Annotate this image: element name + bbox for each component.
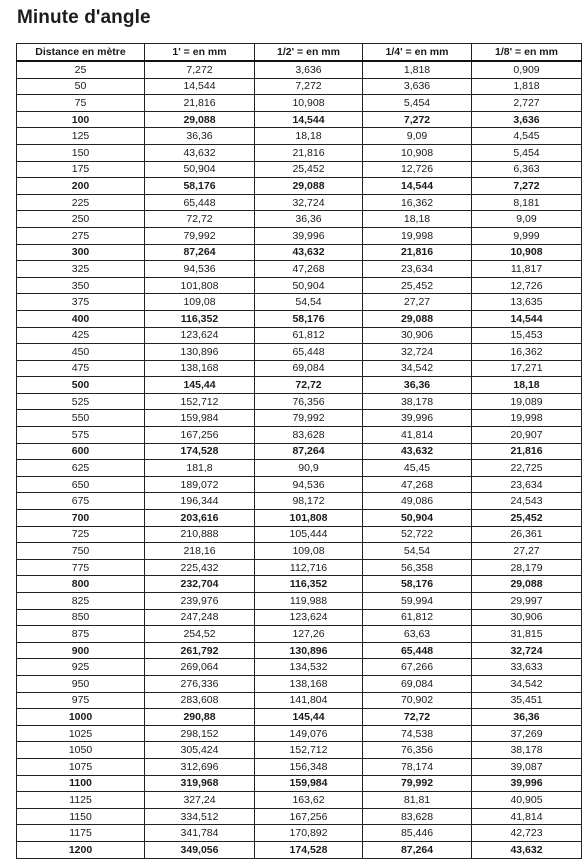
quarter-minute-cell: 12,726 bbox=[363, 161, 472, 178]
eighth-minute-cell: 38,178 bbox=[472, 742, 582, 759]
one-minute-cell: 203,616 bbox=[145, 510, 255, 527]
eighth-minute-cell: 2,727 bbox=[472, 95, 582, 112]
table-row bbox=[17, 327, 582, 344]
eighth-minute-cell: 29,997 bbox=[472, 593, 582, 610]
eighth-minute-cell: 24,543 bbox=[472, 493, 582, 510]
half-minute-cell: 116,352 bbox=[255, 576, 363, 593]
one-minute-cell: 94,536 bbox=[145, 261, 255, 278]
distance-cell: 1000 bbox=[17, 709, 145, 726]
distance-cell: 550 bbox=[17, 410, 145, 427]
half-minute-cell: 156,348 bbox=[255, 758, 363, 775]
eighth-minute-cell: 25,452 bbox=[472, 510, 582, 527]
distance-cell: 375 bbox=[17, 294, 145, 311]
quarter-minute-cell: 67,266 bbox=[363, 659, 472, 676]
eighth-minute-cell: 31,815 bbox=[472, 626, 582, 643]
one-minute-cell: 116,352 bbox=[145, 310, 255, 327]
half-minute-cell: 87,264 bbox=[255, 443, 363, 460]
eighth-minute-cell: 23,634 bbox=[472, 476, 582, 493]
distance-cell: 825 bbox=[17, 593, 145, 610]
one-minute-cell: 43,632 bbox=[145, 144, 255, 161]
quarter-minute-cell: 18,18 bbox=[363, 211, 472, 228]
half-minute-cell: 29,088 bbox=[255, 178, 363, 195]
eighth-minute-cell: 15,453 bbox=[472, 327, 582, 344]
page-title: Minute d'angle bbox=[17, 7, 151, 28]
table-row bbox=[17, 609, 582, 626]
half-minute-cell: 32,724 bbox=[255, 194, 363, 211]
one-minute-cell: 14,544 bbox=[145, 78, 255, 95]
distance-cell: 575 bbox=[17, 427, 145, 444]
eighth-minute-cell: 7,272 bbox=[472, 178, 582, 195]
quarter-minute-cell: 87,264 bbox=[363, 841, 472, 858]
table-row bbox=[17, 178, 582, 195]
eighth-minute-cell: 9,999 bbox=[472, 227, 582, 244]
distance-cell: 1125 bbox=[17, 792, 145, 809]
one-minute-cell: 261,792 bbox=[145, 642, 255, 659]
table-row bbox=[17, 758, 582, 775]
one-minute-cell: 123,624 bbox=[145, 327, 255, 344]
eighth-minute-cell: 19,089 bbox=[472, 393, 582, 410]
distance-cell: 925 bbox=[17, 659, 145, 676]
eighth-minute-cell: 30,906 bbox=[472, 609, 582, 626]
one-minute-cell: 7,272 bbox=[145, 61, 255, 78]
one-minute-cell: 232,704 bbox=[145, 576, 255, 593]
distance-cell: 1025 bbox=[17, 725, 145, 742]
half-minute-cell: 18,18 bbox=[255, 128, 363, 145]
table-row bbox=[17, 377, 582, 394]
one-minute-cell: 65,448 bbox=[145, 194, 255, 211]
distance-cell: 500 bbox=[17, 377, 145, 394]
half-minute-cell: 25,452 bbox=[255, 161, 363, 178]
eighth-minute-cell: 32,724 bbox=[472, 642, 582, 659]
half-minute-cell: 141,804 bbox=[255, 692, 363, 709]
quarter-minute-cell: 38,178 bbox=[363, 393, 472, 410]
table-row bbox=[17, 294, 582, 311]
one-minute-cell: 101,808 bbox=[145, 277, 255, 294]
distance-cell: 100 bbox=[17, 111, 145, 128]
quarter-minute-cell: 23,634 bbox=[363, 261, 472, 278]
eighth-minute-cell: 1,818 bbox=[472, 78, 582, 95]
half-minute-cell: 43,632 bbox=[255, 244, 363, 261]
half-minute-cell: 10,908 bbox=[255, 95, 363, 112]
eighth-minute-cell: 5,454 bbox=[472, 144, 582, 161]
one-minute-cell: 283,608 bbox=[145, 692, 255, 709]
eighth-minute-cell: 4,545 bbox=[472, 128, 582, 145]
eighth-minute-cell: 9,09 bbox=[472, 211, 582, 228]
distance-cell: 975 bbox=[17, 692, 145, 709]
table-row bbox=[17, 476, 582, 493]
table-row bbox=[17, 775, 582, 792]
one-minute-cell: 305,424 bbox=[145, 742, 255, 759]
quarter-minute-cell: 70,902 bbox=[363, 692, 472, 709]
eighth-minute-cell: 22,725 bbox=[472, 460, 582, 477]
one-minute-cell: 349,056 bbox=[145, 841, 255, 858]
eighth-minute-cell: 42,723 bbox=[472, 825, 582, 842]
half-minute-cell: 94,536 bbox=[255, 476, 363, 493]
quarter-minute-cell: 16,362 bbox=[363, 194, 472, 211]
eighth-minute-cell: 0,909 bbox=[472, 61, 582, 78]
eighth-minute-cell: 6,363 bbox=[472, 161, 582, 178]
one-minute-cell: 29,088 bbox=[145, 111, 255, 128]
distance-cell: 475 bbox=[17, 360, 145, 377]
half-minute-cell: 14,544 bbox=[255, 111, 363, 128]
eighth-minute-cell: 34,542 bbox=[472, 675, 582, 692]
table-row bbox=[17, 659, 582, 676]
table-row bbox=[17, 626, 582, 643]
quarter-minute-cell: 78,174 bbox=[363, 758, 472, 775]
half-minute-cell: 159,984 bbox=[255, 775, 363, 792]
half-minute-cell: 101,808 bbox=[255, 510, 363, 527]
quarter-minute-cell: 81,81 bbox=[363, 792, 472, 809]
eighth-minute-cell: 36,36 bbox=[472, 709, 582, 726]
quarter-minute-cell: 27,27 bbox=[363, 294, 472, 311]
distance-cell: 50 bbox=[17, 78, 145, 95]
distance-cell: 325 bbox=[17, 261, 145, 278]
eighth-minute-cell: 18,18 bbox=[472, 377, 582, 394]
eighth-minute-cell: 12,726 bbox=[472, 277, 582, 294]
header-quarter-minute: 1/4' = en mm bbox=[363, 44, 472, 62]
eighth-minute-cell: 39,996 bbox=[472, 775, 582, 792]
eighth-minute-cell: 28,179 bbox=[472, 559, 582, 576]
table-row bbox=[17, 310, 582, 327]
quarter-minute-cell: 52,722 bbox=[363, 526, 472, 543]
one-minute-cell: 247,248 bbox=[145, 609, 255, 626]
one-minute-cell: 298,152 bbox=[145, 725, 255, 742]
eighth-minute-cell: 20,907 bbox=[472, 427, 582, 444]
quarter-minute-cell: 10,908 bbox=[363, 144, 472, 161]
table-row bbox=[17, 261, 582, 278]
eighth-minute-cell: 39,087 bbox=[472, 758, 582, 775]
distance-cell: 175 bbox=[17, 161, 145, 178]
quarter-minute-cell: 30,906 bbox=[363, 327, 472, 344]
quarter-minute-cell: 58,176 bbox=[363, 576, 472, 593]
half-minute-cell: 69,084 bbox=[255, 360, 363, 377]
quarter-minute-cell: 63,63 bbox=[363, 626, 472, 643]
quarter-minute-cell: 14,544 bbox=[363, 178, 472, 195]
half-minute-cell: 7,272 bbox=[255, 78, 363, 95]
half-minute-cell: 119,988 bbox=[255, 593, 363, 610]
half-minute-cell: 90,9 bbox=[255, 460, 363, 477]
one-minute-cell: 319,968 bbox=[145, 775, 255, 792]
quarter-minute-cell: 74,538 bbox=[363, 725, 472, 742]
one-minute-cell: 174,528 bbox=[145, 443, 255, 460]
half-minute-cell: 130,896 bbox=[255, 642, 363, 659]
table-header bbox=[17, 44, 582, 62]
half-minute-cell: 83,628 bbox=[255, 427, 363, 444]
eighth-minute-cell: 27,27 bbox=[472, 543, 582, 560]
eighth-minute-cell: 37,269 bbox=[472, 725, 582, 742]
distance-cell: 775 bbox=[17, 559, 145, 576]
eighth-minute-cell: 43,632 bbox=[472, 841, 582, 858]
one-minute-cell: 334,512 bbox=[145, 808, 255, 825]
distance-cell: 625 bbox=[17, 460, 145, 477]
table-row bbox=[17, 427, 582, 444]
table-row bbox=[17, 576, 582, 593]
table-row bbox=[17, 95, 582, 112]
distance-cell: 875 bbox=[17, 626, 145, 643]
distance-cell: 950 bbox=[17, 675, 145, 692]
one-minute-cell: 79,992 bbox=[145, 227, 255, 244]
one-minute-cell: 109,08 bbox=[145, 294, 255, 311]
quarter-minute-cell: 45,45 bbox=[363, 460, 472, 477]
table-row bbox=[17, 211, 582, 228]
half-minute-cell: 134,532 bbox=[255, 659, 363, 676]
table-row bbox=[17, 808, 582, 825]
half-minute-cell: 109,08 bbox=[255, 543, 363, 560]
quarter-minute-cell: 61,812 bbox=[363, 609, 472, 626]
one-minute-cell: 254,52 bbox=[145, 626, 255, 643]
one-minute-cell: 50,904 bbox=[145, 161, 255, 178]
one-minute-cell: 225,432 bbox=[145, 559, 255, 576]
table-row bbox=[17, 593, 582, 610]
table-row bbox=[17, 493, 582, 510]
one-minute-cell: 152,712 bbox=[145, 393, 255, 410]
one-minute-cell: 327,24 bbox=[145, 792, 255, 809]
eighth-minute-cell: 26,361 bbox=[472, 526, 582, 543]
header-row bbox=[17, 44, 582, 62]
half-minute-cell: 98,172 bbox=[255, 493, 363, 510]
half-minute-cell: 58,176 bbox=[255, 310, 363, 327]
half-minute-cell: 36,36 bbox=[255, 211, 363, 228]
half-minute-cell: 65,448 bbox=[255, 344, 363, 361]
half-minute-cell: 174,528 bbox=[255, 841, 363, 858]
quarter-minute-cell: 7,272 bbox=[363, 111, 472, 128]
eighth-minute-cell: 40,905 bbox=[472, 792, 582, 809]
distance-cell: 1200 bbox=[17, 841, 145, 858]
one-minute-cell: 312,696 bbox=[145, 758, 255, 775]
distance-cell: 700 bbox=[17, 510, 145, 527]
one-minute-cell: 36,36 bbox=[145, 128, 255, 145]
quarter-minute-cell: 65,448 bbox=[363, 642, 472, 659]
quarter-minute-cell: 50,904 bbox=[363, 510, 472, 527]
quarter-minute-cell: 72,72 bbox=[363, 709, 472, 726]
half-minute-cell: 21,816 bbox=[255, 144, 363, 161]
table-row bbox=[17, 78, 582, 95]
quarter-minute-cell: 25,452 bbox=[363, 277, 472, 294]
table-row bbox=[17, 227, 582, 244]
quarter-minute-cell: 54,54 bbox=[363, 543, 472, 560]
header-half-minute: 1/2' = en mm bbox=[255, 44, 363, 62]
one-minute-cell: 290,88 bbox=[145, 709, 255, 726]
distance-cell: 425 bbox=[17, 327, 145, 344]
distance-cell: 1050 bbox=[17, 742, 145, 759]
quarter-minute-cell: 5,454 bbox=[363, 95, 472, 112]
eighth-minute-cell: 8,181 bbox=[472, 194, 582, 211]
eighth-minute-cell: 41,814 bbox=[472, 808, 582, 825]
table-row bbox=[17, 144, 582, 161]
quarter-minute-cell: 1,818 bbox=[363, 61, 472, 78]
half-minute-cell: 79,992 bbox=[255, 410, 363, 427]
table-row bbox=[17, 642, 582, 659]
one-minute-cell: 21,816 bbox=[145, 95, 255, 112]
distance-cell: 1175 bbox=[17, 825, 145, 842]
distance-cell: 450 bbox=[17, 344, 145, 361]
distance-cell: 225 bbox=[17, 194, 145, 211]
quarter-minute-cell: 56,358 bbox=[363, 559, 472, 576]
distance-cell: 800 bbox=[17, 576, 145, 593]
table-row bbox=[17, 128, 582, 145]
quarter-minute-cell: 9,09 bbox=[363, 128, 472, 145]
quarter-minute-cell: 69,084 bbox=[363, 675, 472, 692]
distance-cell: 725 bbox=[17, 526, 145, 543]
table-row bbox=[17, 692, 582, 709]
table-row bbox=[17, 675, 582, 692]
eighth-minute-cell: 35,451 bbox=[472, 692, 582, 709]
eighth-minute-cell: 3,636 bbox=[472, 111, 582, 128]
quarter-minute-cell: 29,088 bbox=[363, 310, 472, 327]
quarter-minute-cell: 79,992 bbox=[363, 775, 472, 792]
table-row bbox=[17, 410, 582, 427]
distance-cell: 525 bbox=[17, 393, 145, 410]
distance-cell: 400 bbox=[17, 310, 145, 327]
quarter-minute-cell: 43,632 bbox=[363, 443, 472, 460]
distance-cell: 750 bbox=[17, 543, 145, 560]
eighth-minute-cell: 11,817 bbox=[472, 261, 582, 278]
half-minute-cell: 163,62 bbox=[255, 792, 363, 809]
table-row bbox=[17, 161, 582, 178]
quarter-minute-cell: 47,268 bbox=[363, 476, 472, 493]
distance-cell: 125 bbox=[17, 128, 145, 145]
half-minute-cell: 123,624 bbox=[255, 609, 363, 626]
quarter-minute-cell: 83,628 bbox=[363, 808, 472, 825]
one-minute-cell: 159,984 bbox=[145, 410, 255, 427]
table-row bbox=[17, 194, 582, 211]
one-minute-cell: 341,784 bbox=[145, 825, 255, 842]
quarter-minute-cell: 41,814 bbox=[363, 427, 472, 444]
eighth-minute-cell: 14,544 bbox=[472, 310, 582, 327]
half-minute-cell: 76,356 bbox=[255, 393, 363, 410]
table-row bbox=[17, 244, 582, 261]
half-minute-cell: 105,444 bbox=[255, 526, 363, 543]
half-minute-cell: 127,26 bbox=[255, 626, 363, 643]
distance-cell: 350 bbox=[17, 277, 145, 294]
table-row bbox=[17, 443, 582, 460]
distance-cell: 900 bbox=[17, 642, 145, 659]
one-minute-cell: 87,264 bbox=[145, 244, 255, 261]
table-row bbox=[17, 709, 582, 726]
one-minute-cell: 58,176 bbox=[145, 178, 255, 195]
quarter-minute-cell: 39,996 bbox=[363, 410, 472, 427]
one-minute-cell: 276,336 bbox=[145, 675, 255, 692]
one-minute-cell: 130,896 bbox=[145, 344, 255, 361]
header-one-minute: 1' = en mm bbox=[145, 44, 255, 62]
half-minute-cell: 54,54 bbox=[255, 294, 363, 311]
quarter-minute-cell: 19,998 bbox=[363, 227, 472, 244]
table-row bbox=[17, 61, 582, 78]
header-distance: Distance en mètre bbox=[17, 44, 145, 62]
distance-cell: 150 bbox=[17, 144, 145, 161]
one-minute-cell: 181,8 bbox=[145, 460, 255, 477]
one-minute-cell: 196,344 bbox=[145, 493, 255, 510]
table-row bbox=[17, 393, 582, 410]
distance-cell: 1150 bbox=[17, 808, 145, 825]
distance-cell: 1100 bbox=[17, 775, 145, 792]
distance-cell: 25 bbox=[17, 61, 145, 78]
eighth-minute-cell: 16,362 bbox=[472, 344, 582, 361]
eighth-minute-cell: 29,088 bbox=[472, 576, 582, 593]
table-row bbox=[17, 360, 582, 377]
half-minute-cell: 167,256 bbox=[255, 808, 363, 825]
one-minute-cell: 167,256 bbox=[145, 427, 255, 444]
one-minute-cell: 218,16 bbox=[145, 543, 255, 560]
table-row bbox=[17, 742, 582, 759]
half-minute-cell: 72,72 bbox=[255, 377, 363, 394]
table-row bbox=[17, 825, 582, 842]
eighth-minute-cell: 10,908 bbox=[472, 244, 582, 261]
distance-cell: 1075 bbox=[17, 758, 145, 775]
one-minute-cell: 138,168 bbox=[145, 360, 255, 377]
distance-cell: 300 bbox=[17, 244, 145, 261]
table-row bbox=[17, 277, 582, 294]
quarter-minute-cell: 85,446 bbox=[363, 825, 472, 842]
table-row bbox=[17, 344, 582, 361]
eighth-minute-cell: 33,633 bbox=[472, 659, 582, 676]
half-minute-cell: 3,636 bbox=[255, 61, 363, 78]
distance-cell: 275 bbox=[17, 227, 145, 244]
table-row bbox=[17, 526, 582, 543]
distance-cell: 850 bbox=[17, 609, 145, 626]
one-minute-cell: 210,888 bbox=[145, 526, 255, 543]
half-minute-cell: 50,904 bbox=[255, 277, 363, 294]
half-minute-cell: 149,076 bbox=[255, 725, 363, 742]
table-row bbox=[17, 510, 582, 527]
distance-cell: 675 bbox=[17, 493, 145, 510]
distance-cell: 250 bbox=[17, 211, 145, 228]
table-row bbox=[17, 725, 582, 742]
header-eighth-minute: 1/8' = en mm bbox=[472, 44, 582, 62]
table-row bbox=[17, 559, 582, 576]
quarter-minute-cell: 36,36 bbox=[363, 377, 472, 394]
quarter-minute-cell: 59,994 bbox=[363, 593, 472, 610]
table-row bbox=[17, 460, 582, 477]
eighth-minute-cell: 21,816 bbox=[472, 443, 582, 460]
distance-cell: 200 bbox=[17, 178, 145, 195]
distance-cell: 650 bbox=[17, 476, 145, 493]
distance-cell: 600 bbox=[17, 443, 145, 460]
eighth-minute-cell: 19,998 bbox=[472, 410, 582, 427]
table-row bbox=[17, 543, 582, 560]
half-minute-cell: 170,892 bbox=[255, 825, 363, 842]
one-minute-cell: 189,072 bbox=[145, 476, 255, 493]
quarter-minute-cell: 3,636 bbox=[363, 78, 472, 95]
distance-cell: 75 bbox=[17, 95, 145, 112]
angle-table bbox=[16, 43, 582, 859]
half-minute-cell: 138,168 bbox=[255, 675, 363, 692]
quarter-minute-cell: 49,086 bbox=[363, 493, 472, 510]
quarter-minute-cell: 76,356 bbox=[363, 742, 472, 759]
quarter-minute-cell: 34,542 bbox=[363, 360, 472, 377]
half-minute-cell: 39,996 bbox=[255, 227, 363, 244]
half-minute-cell: 61,812 bbox=[255, 327, 363, 344]
table-row bbox=[17, 841, 582, 858]
one-minute-cell: 239,976 bbox=[145, 593, 255, 610]
quarter-minute-cell: 32,724 bbox=[363, 344, 472, 361]
half-minute-cell: 112,716 bbox=[255, 559, 363, 576]
quarter-minute-cell: 21,816 bbox=[363, 244, 472, 261]
table-body bbox=[17, 61, 582, 858]
half-minute-cell: 152,712 bbox=[255, 742, 363, 759]
eighth-minute-cell: 17,271 bbox=[472, 360, 582, 377]
half-minute-cell: 145,44 bbox=[255, 709, 363, 726]
half-minute-cell: 47,268 bbox=[255, 261, 363, 278]
one-minute-cell: 72,72 bbox=[145, 211, 255, 228]
one-minute-cell: 145,44 bbox=[145, 377, 255, 394]
table-row bbox=[17, 111, 582, 128]
eighth-minute-cell: 13,635 bbox=[472, 294, 582, 311]
one-minute-cell: 269,064 bbox=[145, 659, 255, 676]
